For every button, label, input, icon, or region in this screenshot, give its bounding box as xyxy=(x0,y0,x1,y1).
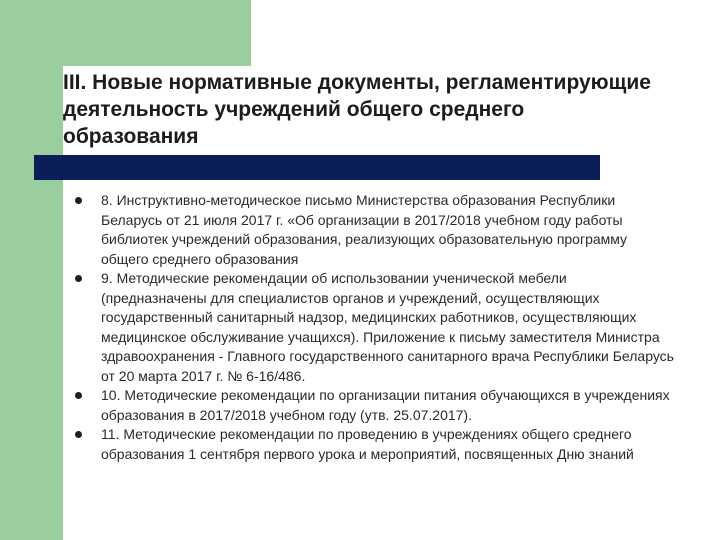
title-divider-bar xyxy=(34,155,600,180)
list-item xyxy=(75,191,675,269)
bullet-icon xyxy=(75,275,82,282)
list-item xyxy=(75,269,675,386)
document-list xyxy=(75,191,675,464)
bullet-icon xyxy=(75,431,82,438)
list-item-text: 8. Инструктивно-методическое письмо Министерства образования Республики Беларусь от 21 июля 2017 г. «Об организации в 2017/2018 учебном году работы библиотек учреждений образования, реализующих образовательную программу общего среднего образования xyxy=(101,192,628,267)
list-item-text: 10. Методические рекомендации по организации питания обучающихся в учреждениях образования в 2017/2018 учебном году (утв. 25.07.2017). xyxy=(101,387,670,423)
list-item xyxy=(75,386,675,425)
slide-title: III. Новые нормативные документы, регламентирующие деятельность учреждений общего среднего образования xyxy=(63,71,651,148)
decorative-green-strip xyxy=(0,0,63,540)
list-item-text: 9. Методические рекомендации об использовании ученической мебели (предназначены для специалистов органов и учреждений, осуществляющих государственный санитарный надзор, медицинских работников, осуществляющих медицинское обслуживание учащихся). Приложение к письму заместителя Министра здравоохранения - Главного государственного санитарного врача Республики Беларусь от 20 марта 2017 г. № 6-16/486. xyxy=(101,270,674,384)
bullet-icon xyxy=(75,392,82,399)
bullet-icon xyxy=(75,197,82,204)
list-item xyxy=(75,425,675,464)
list-item-text: 11. Методические рекомендации по проведению в учреждениях общего среднего образования 1 сентября первого урока и мероприятий, посвященных Дню знаний xyxy=(101,426,634,462)
